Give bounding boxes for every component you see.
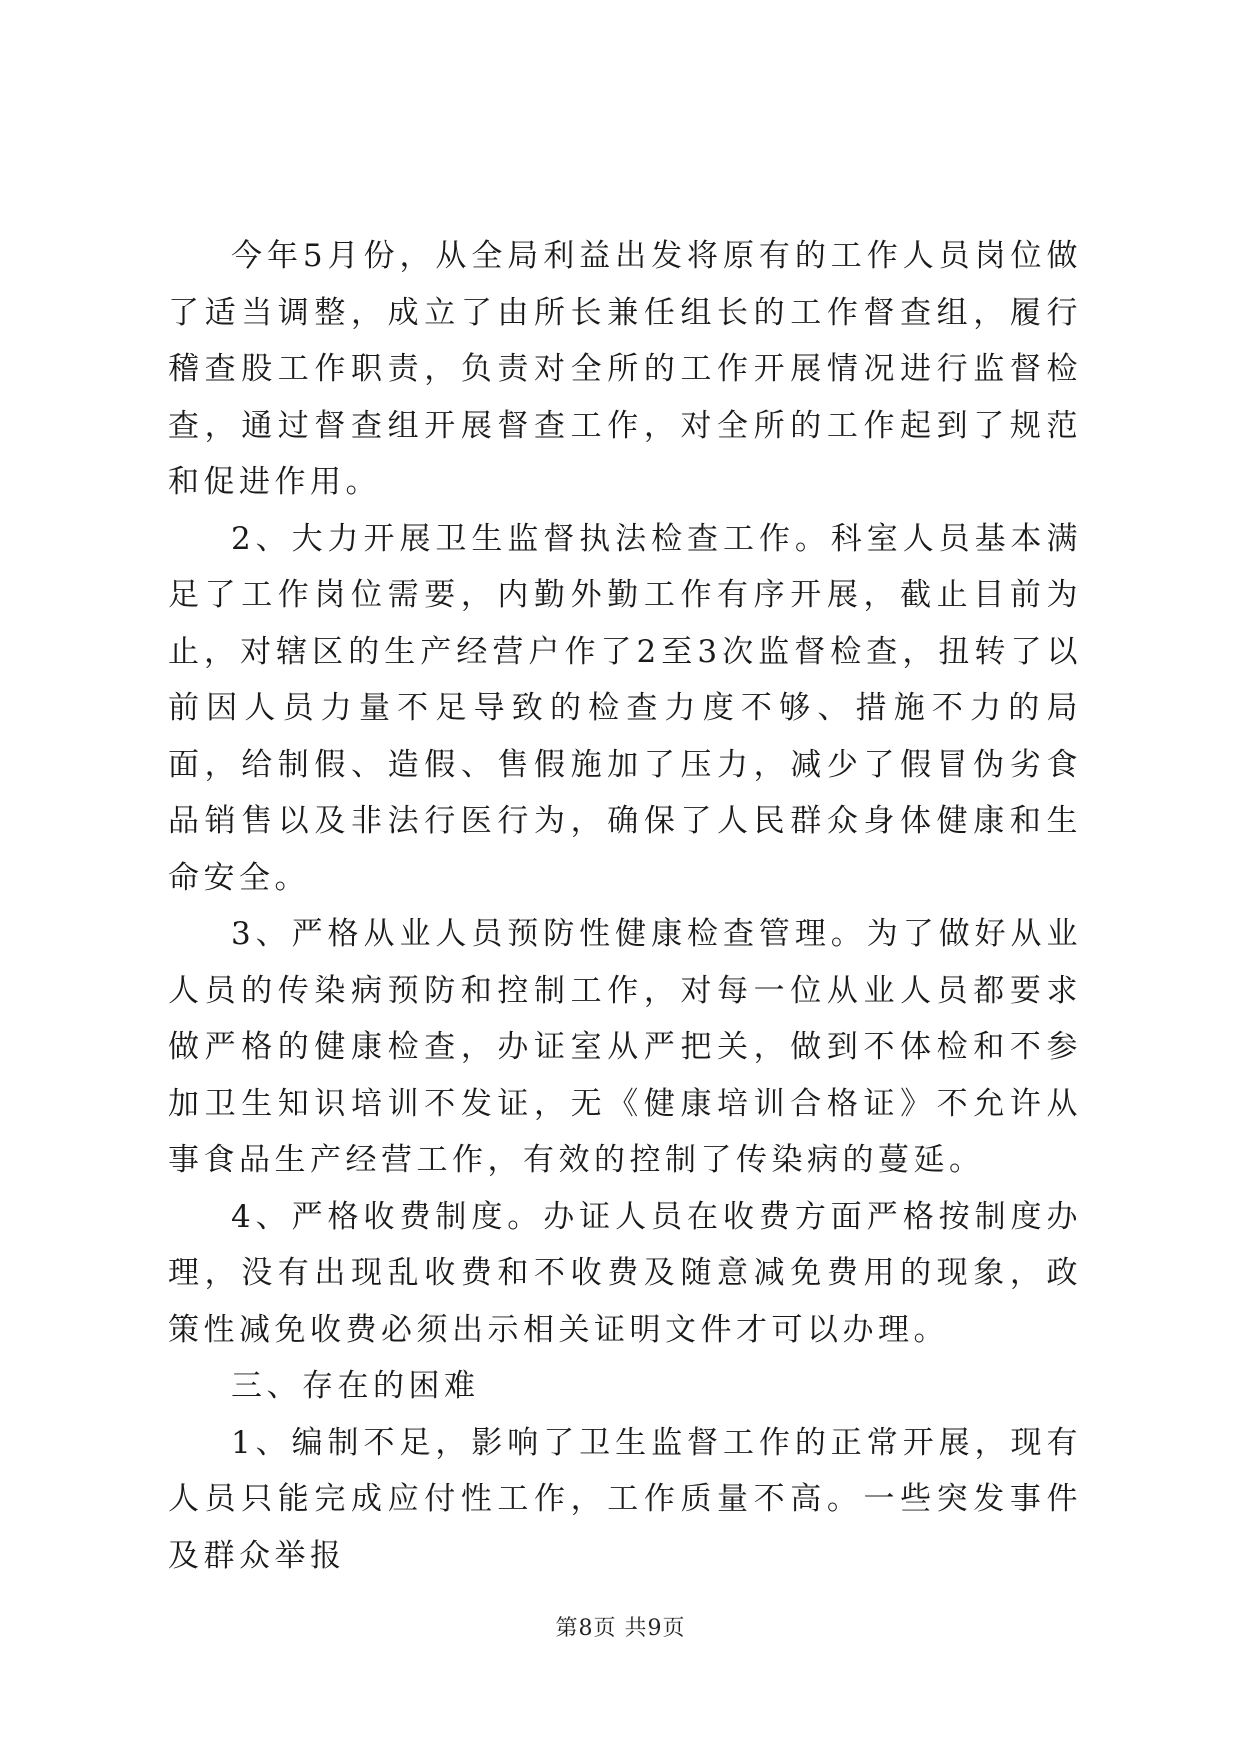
document-body [168,228,1082,1584]
section-heading-difficulties: 三、存在的困难 [231,1368,480,1404]
paragraph-staffing-shortage: 1、编制不足，影响了卫生监督工作的正常开展，现有人员只能完成应付性工作，工作质量不高。一些突发事件及群众举报 [168,1424,1082,1574]
paragraph-health-check: 3、严格从业人员预防性健康检查管理。为了做好从业人员的传染病预防和控制工作，对每一位从业人员都要求做严格的健康检查，办证室从严把关，做到不体检和不参加卫生知识培训不发证，无《健康培训合格证》不允许从事食品生产经营工作，有效的控制了传染病的蔓延。 [168,916,1082,1178]
page-number-footer: 第8页 共9页 [555,1616,686,1641]
paragraph-supervision-team: 今年5月份，从全局利益出发将原有的工作人员岗位做了适当调整，成立了由所长兼任组长的工作督查组，履行稽查股工作职责，负责对全所的工作开展情况进行监督检查，通过督查组开展督查工作，对全所的工作起到了规范和促进作用。 [168,238,1082,500]
paragraph-law-enforcement: 2、大力开展卫生监督执法检查工作。科室人员基本满足了工作岗位需要，内勤外勤工作有序开展，截止目前为止，对辖区的生产经营户作了2至3次监督检查，扭转了以前因人员力量不足导致的检查力度不够、措施不力的局面，给制假、造假、售假施加了压力，减少了假冒伪劣食品销售以及非法行医行为，确保了人民群众身体健康和生命安全。 [168,520,1082,896]
paragraph-fee-system: 4、严格收费制度。办证人员在收费方面严格按制度办理，没有出现乱收费和不收费及随意减免费用的现象，政策性减免收费必须出示相关证明文件才可以办理。 [168,1198,1082,1348]
